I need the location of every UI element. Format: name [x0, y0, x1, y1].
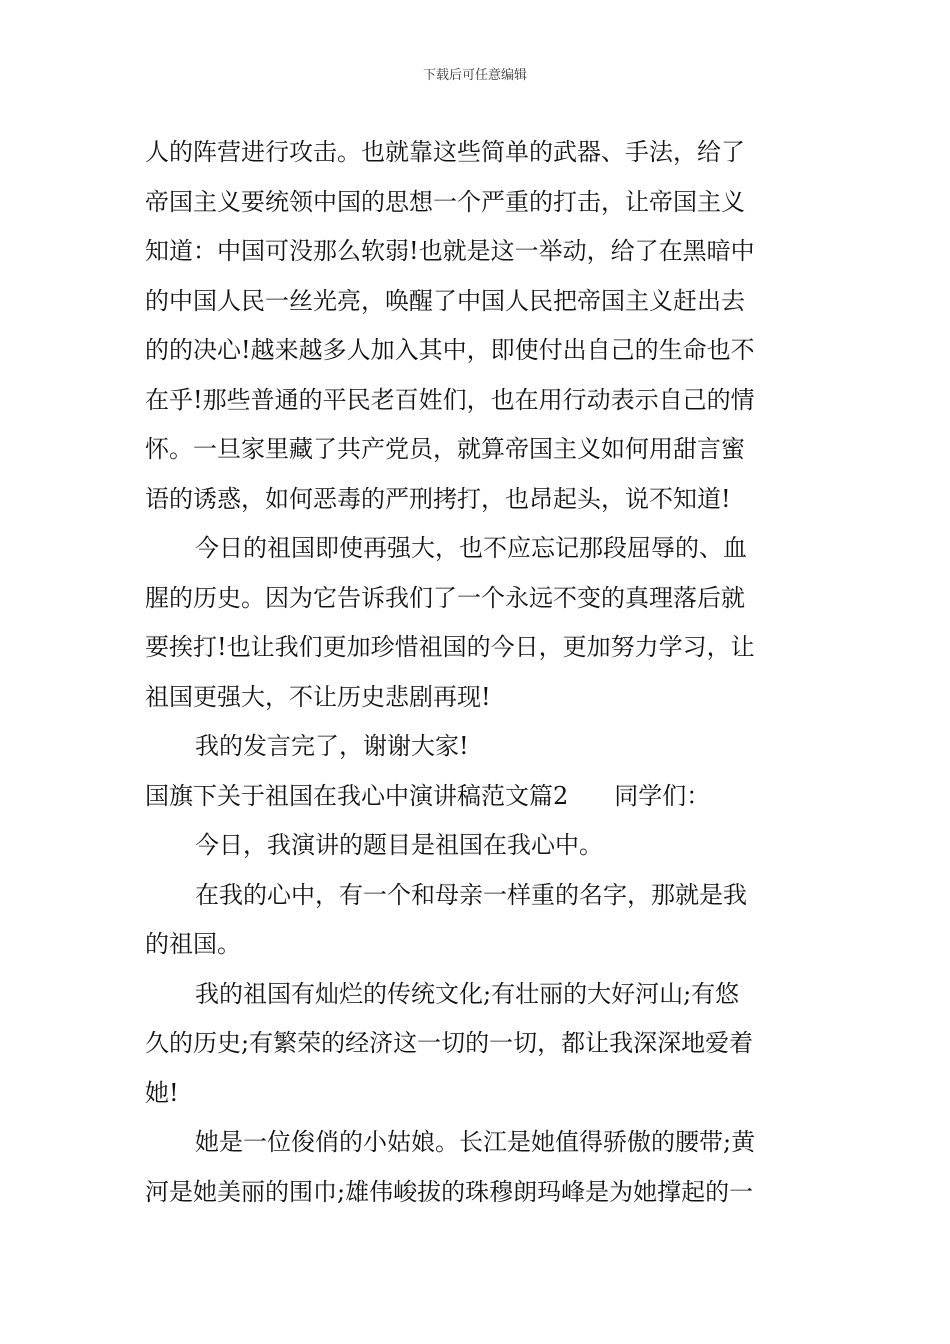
text-line: 在乎!那些普通的平民老百姓们，也在用行动表示自己的情 [145, 385, 755, 414]
text-line: 人的阵营进行攻击。也就靠这些简单的武器、手法，给了 [145, 138, 745, 166]
text-line: 语的诱惑，如何恶毒的严刑拷打，也昂起头，说不知道! [145, 484, 731, 513]
text-line: 的祖国。 [145, 930, 241, 958]
paragraph-start-line: 她是一位俊俏的小姑娘。长江是她值得骄傲的腰带;黄 [195, 1128, 756, 1156]
text-line: 祖国更强大，不让历史悲剧再现! [145, 682, 491, 711]
text-line: 腥的历史。因为它告诉我们了一个永远不变的真理落后就 [145, 583, 745, 612]
text-line: 知道：中国可没那么软弱!也就是这一举动，给了在黑暗中 [145, 237, 755, 265]
text-line: 河是她美丽的围巾;雄伟峻拔的珠穆朗玛峰是为她撑起的一 [145, 1177, 754, 1206]
paragraph-start-line: 我的祖国有灿烂的传统文化;有壮丽的大好河山;有悠 [195, 979, 740, 1008]
document-body [145, 128, 810, 1217]
paragraph-start-line: 今日，我演讲的题目是祖国在我心中。 [195, 831, 603, 859]
section-heading [145, 772, 810, 822]
header-note: 下载后可任意编辑 [422, 68, 527, 83]
text-line: 的中国人民一丝光亮，唤醒了中国人民把帝国主义赶出去 [145, 286, 745, 315]
text-line: 她! [145, 1078, 179, 1107]
paragraph-start-line: 今日的祖国即使再强大，也不应忘记那段屈辱的、血 [195, 534, 747, 562]
paragraph-start-line: 在我的心中，有一个和母亲一样重的名字，那就是我 [195, 880, 747, 909]
text-line: 的的决心!越来越多人加入其中，即使付出自己的生命也不 [145, 336, 755, 364]
text-line: 帝国主义要统领中国的思想一个严重的打击，让帝国主义 [145, 187, 745, 216]
section-title: 国旗下关于祖国在我心中演讲稿范文篇2 [145, 781, 569, 810]
salutation: 同学们： [614, 781, 711, 810]
text-line: 怀。一旦家里藏了共产党员，就算帝国主义如何用甜言蜜 [145, 435, 745, 463]
text-line: 要挨打!也让我们更加珍惜祖国的今日，更加努力学习，让 [145, 633, 755, 661]
text-line: 久的历史;有繁荣的经济这一切的一切，都让我深深地爱着 [145, 1029, 754, 1057]
paragraph-start-line: 我的发言完了，谢谢大家! [195, 732, 469, 760]
